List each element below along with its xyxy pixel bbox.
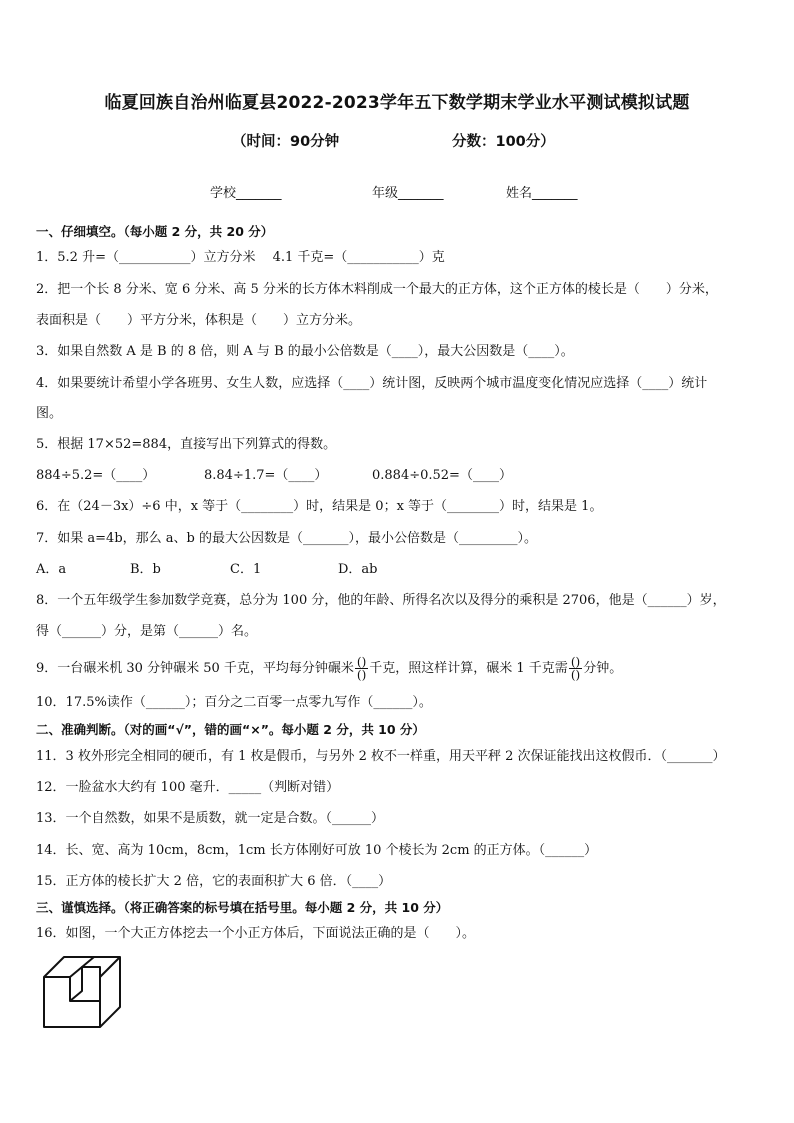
grade-field: 年级_______: [372, 186, 444, 201]
question-5b: 8.84÷1.7=（____）: [204, 468, 328, 483]
question-12: 12．一脸盆水大约有 100 毫升．_____（判断对错）: [36, 780, 340, 795]
question-2-line-1: 2．把一个长 8 分米、宽 6 分米、高 5 分米的长方体木料削成一个最大的正方体，这个正方体的棱长是（ ）分米，: [36, 282, 718, 297]
question-8-line-2: 得（______）分，是第（______）名。: [36, 624, 258, 639]
exam-score: 分数：100分）: [452, 134, 555, 150]
question-10: 10．17.5%读作（______）；百分之二百零一点零九写作（______）。: [36, 695, 432, 710]
question-9-text-2: 千克，照这样计算，碾米 1 千克需: [369, 661, 568, 676]
question-13: 13．一个自然数，如果不是质数，就一定是合数。（______）: [36, 811, 385, 826]
question-2-line-2: 表面积是（ ）平方分米，体积是（ ）立方分米。: [36, 313, 362, 328]
question-9: [36, 652, 622, 686]
question-7-option-c: C．1: [230, 562, 262, 577]
fraction-blank-2: $\frac{()}{()}$: [570, 655, 581, 682]
section-heading-choice: 三、谨慎选择。（将正确答案的标号填在括号里。每小题 2 分，共 10 分）: [36, 900, 449, 915]
exam-time: （时间：90分钟: [232, 134, 340, 150]
name-field: 姓名_______: [506, 186, 578, 201]
question-4-line-1: 4．如果要统计希望小学各班男、女生人数，应选择（____）统计图，反映两个城市温度变化情况应选择（____）统计: [36, 376, 708, 391]
question-11: 11．3 枚外形完全相同的硬币，有 1 枚是假币，与另外 2 枚不一样重，用天平秤 2 次保证能找出这枚假币．（_______）: [36, 749, 726, 764]
question-7: 7．如果 a=4b，那么 a、b 的最大公因数是（_______），最小公倍数是（_________）。: [36, 531, 537, 546]
question-5c: 0.884÷0.52=（____）: [372, 468, 512, 483]
section-heading-judge: 二、准确判断。（对的画“√”，错的画“×”。每小题 2 分，共 10 分）: [36, 722, 425, 737]
page-title: 临夏回族自治州临夏县2022-2023学年五下数学期末学业水平测试模拟试题: [104, 93, 690, 113]
question-5: 5．根据 17×52=884，直接写出下列算式的得数。: [36, 437, 337, 452]
question-16: 16．如图，一个大正方体挖去一个小正方体后，下面说法正确的是（ ）。: [36, 926, 476, 941]
question-3: 3．如果自然数 A 是 B 的 8 倍，则 A 与 B 的最小公倍数是（____），最大公因数是（____）。: [36, 344, 574, 359]
fraction-blank-1: $\frac{()}{()}$: [356, 655, 367, 682]
question-9-text-3: 分钟。: [583, 661, 623, 676]
question-14: 14．长、宽、高为 10cm，8cm，1cm 长方体刚好可放 10 个棱长为 2cm 的正方体。（______）: [36, 843, 598, 858]
question-8-line-1: 8．一个五年级学生参加数学竞赛，总分为 100 分，他的年龄、所得名次以及得分的乘积是 2706，他是（______）岁，: [36, 593, 726, 608]
question-7-option-b: B．b: [130, 562, 161, 577]
cube-cutout-figure: [40, 955, 128, 1029]
school-field: 学校_______: [210, 186, 282, 201]
section-heading-fill-blank: 一、仔细填空。（每小题 2 分，共 20 分）: [36, 224, 274, 239]
question-15: 15．正方体的棱长扩大 2 倍，它的表面积扩大 6 倍．（____）: [36, 874, 392, 889]
question-6: 6．在（24－3x）÷6 中，x 等于（________）时，结果是 0；x 等于（________）时，结果是 1。: [36, 499, 603, 514]
question-1: 1．5.2 升=（___________）立方分米 4.1 千克=（___________）克: [36, 250, 445, 265]
question-4-line-2: 图。: [36, 406, 63, 421]
question-5a: 884÷5.2=（____）: [36, 468, 156, 483]
question-7-option-d: D．ab: [338, 562, 378, 577]
question-7-option-a: A．a: [36, 562, 67, 577]
question-9-text-1: 9．一台碾米机 30 分钟碾米 50 千克，平均每分钟碾米: [36, 661, 354, 676]
